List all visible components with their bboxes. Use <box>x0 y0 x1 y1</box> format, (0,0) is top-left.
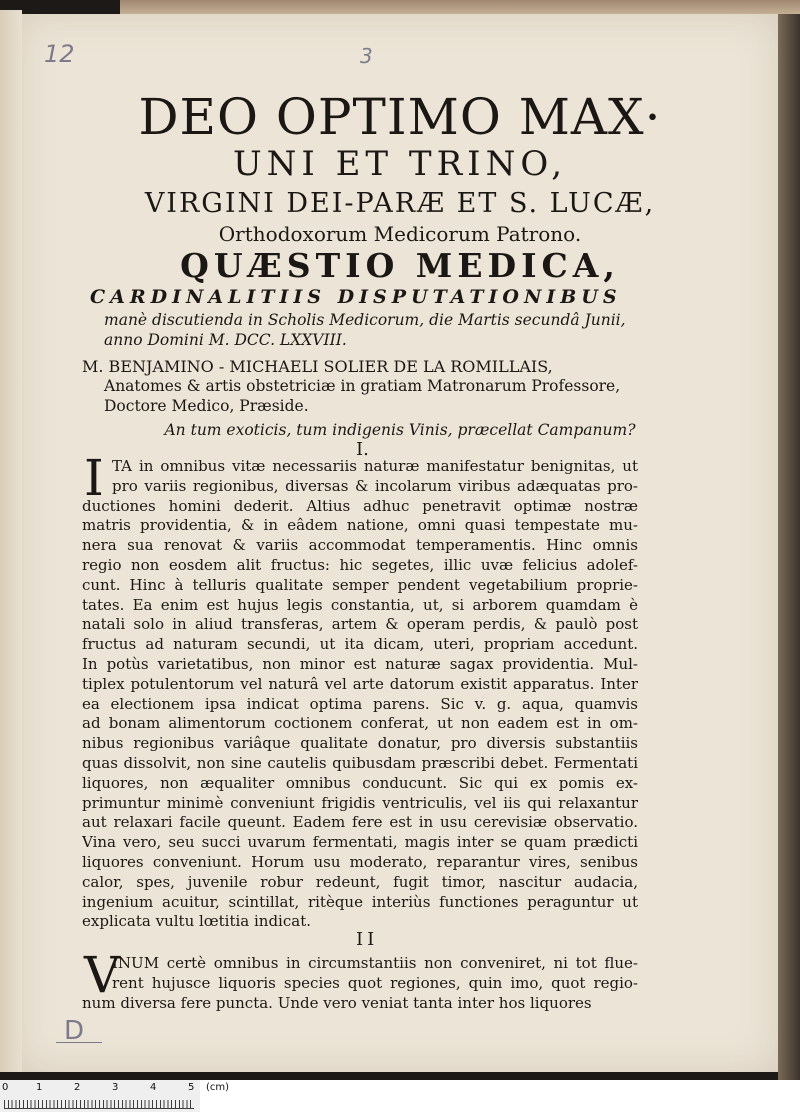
praeses-title: Anatomes & artis obstetriciæ in gratiam Matronarum Professore, <box>104 377 621 395</box>
title-line-3: VIRGINI DEI-PARÆ ET S. LUCÆ, <box>144 188 656 219</box>
ruler-label: 5 <box>188 1082 195 1093</box>
title-quaestio: QUÆSTIO MEDICA, <box>180 246 620 285</box>
text-line: pro variis regionibus, diversas & incolarum viribus adæquatas pro- <box>112 476 638 495</box>
subtitle-disputationibus: CARDINALITIIS DISPUTATIONIBUS <box>90 286 622 308</box>
text-line: fructus ad naturam secundi, ut ita dicam, uteri, propriam accedunt. <box>82 635 638 654</box>
text-line: quas dissolvit, non sine cautelis quibusdam præscribi debet. Fermentati <box>82 754 638 772</box>
text-line: tiplex potulentorum vel naturâ vel arte datorum existit apparatus. Inter <box>82 674 638 693</box>
title-line-2: UNI ET TRINO, <box>232 144 568 184</box>
ruler-label: 2 <box>74 1082 81 1093</box>
text-line: Vina vero, seu succi uvarum fermentati, magis inter se quam prædicti <box>82 833 638 852</box>
text-line: ductiones homini dederit. Altius adhuc penetravit optimæ nostræ <box>82 496 638 515</box>
text-line: tates. Ea enim est hujus legis constantia, ut, si arborem quamdam è <box>82 595 638 614</box>
section-1-drop-cap: I <box>84 449 104 507</box>
text-line: ingenium acuitur, scintillat, ritèque interiùs functiones peraguntur ut <box>82 892 638 911</box>
text-line: regio non eosdem alit fructus: hic segetes, illic uvæ felicius adolef- <box>82 556 638 574</box>
text-line: TA in omnibus vitæ necessariis naturæ manifestatur benignitas, ut <box>112 457 638 475</box>
text-line: liquores, non æqualiter omnibus conducunt. Sic qui ex pomis ex- <box>82 773 638 792</box>
ruler-label: 1 <box>36 1082 43 1093</box>
text-line: nibus regionibus variâque qualitate donatur, pro diversis substantiis <box>82 734 638 753</box>
text-line: calor, spes, juvenile robur redeunt, fugit timor, nascitur audacia, <box>82 872 638 891</box>
scale-ruler <box>0 1080 200 1112</box>
title-line-1: DEO OPTIMO MAX· <box>138 88 662 146</box>
text-line: rent hujusce liquoris species quot regiones, quin imo, quot regio- <box>112 973 638 992</box>
subtitle-date-line: manè discutienda in Scholis Medicorum, die Martis secundâ Junii, <box>104 311 626 329</box>
text-line: primuntur minimè conveniunt frigidis ventriculis, vel iis qui relaxantur <box>82 793 638 812</box>
handwritten-page-number: 3 <box>360 44 373 68</box>
text-line: matris providentia, & in eâdem natione, omni quasi tempestate mu- <box>82 516 638 535</box>
handwritten-number: 12 <box>44 40 75 68</box>
text-line: aut relaxari facile queunt. Eadem fere est in usu cerevisiæ observatio. <box>82 813 638 832</box>
praeses-name: M. BENJAMINO - MICHAELI SOLIER DE LA ROMILLAIS, <box>82 357 553 376</box>
text-line: nera sua renovat & variis accommodat temperamentis. Hinc omnis <box>82 536 638 555</box>
praeses-role: Doctore Medico, Præside. <box>104 397 309 415</box>
ruler-unit: (cm) <box>206 1082 230 1093</box>
text-line: INUM certè omnibus in circumstantiis non conveniret, ni tot flue- <box>112 954 638 972</box>
text-line: cunt. Hinc à telluris qualitate semper pendent vegetabilium proprie- <box>82 575 638 594</box>
subtitle-year-line: anno Domini M. DCC. LXXVIII. <box>104 331 347 349</box>
ruler-background <box>200 1080 800 1112</box>
text-line: explicata vultu lœtitia indicat. <box>82 912 311 931</box>
thesis-question: An tum exoticis, tum indigenis Vinis, præcellat Campanum? <box>164 421 636 439</box>
text-line: ea electionem ipsa indicat optima parens. Sic v. g. aqua, quamvis <box>82 694 638 713</box>
text-line: num diversa fere puncta. Unde vero veniat tanta inter hos liquores <box>82 993 592 1012</box>
ruler-ticks <box>4 1100 194 1109</box>
text-line: natali solo in aliud transferas, artem & operam perdis, & paulò post <box>82 615 638 634</box>
handwritten-letter: D <box>64 1016 85 1046</box>
text-line: In potùs varietatibus, non minor est naturæ sagax providentia. Mul- <box>82 655 638 673</box>
text-line: ad bonam alimentorum coctionem conferat, ut non eadem est in om- <box>82 714 638 733</box>
ruler-label: 3 <box>112 1082 119 1093</box>
ruler-label: 0 <box>2 1082 9 1093</box>
section-2-drop-cap: V <box>84 946 121 1004</box>
section-2-number: II <box>356 929 379 950</box>
ruler-label: 4 <box>150 1082 157 1093</box>
text-line: liquores conveniunt. Horum usu moderato, reparantur vires, senibus <box>82 853 638 871</box>
section-1-number: I. <box>356 439 369 460</box>
title-line-4: Orthodoxorum Medicorum Patrono. <box>218 222 582 246</box>
